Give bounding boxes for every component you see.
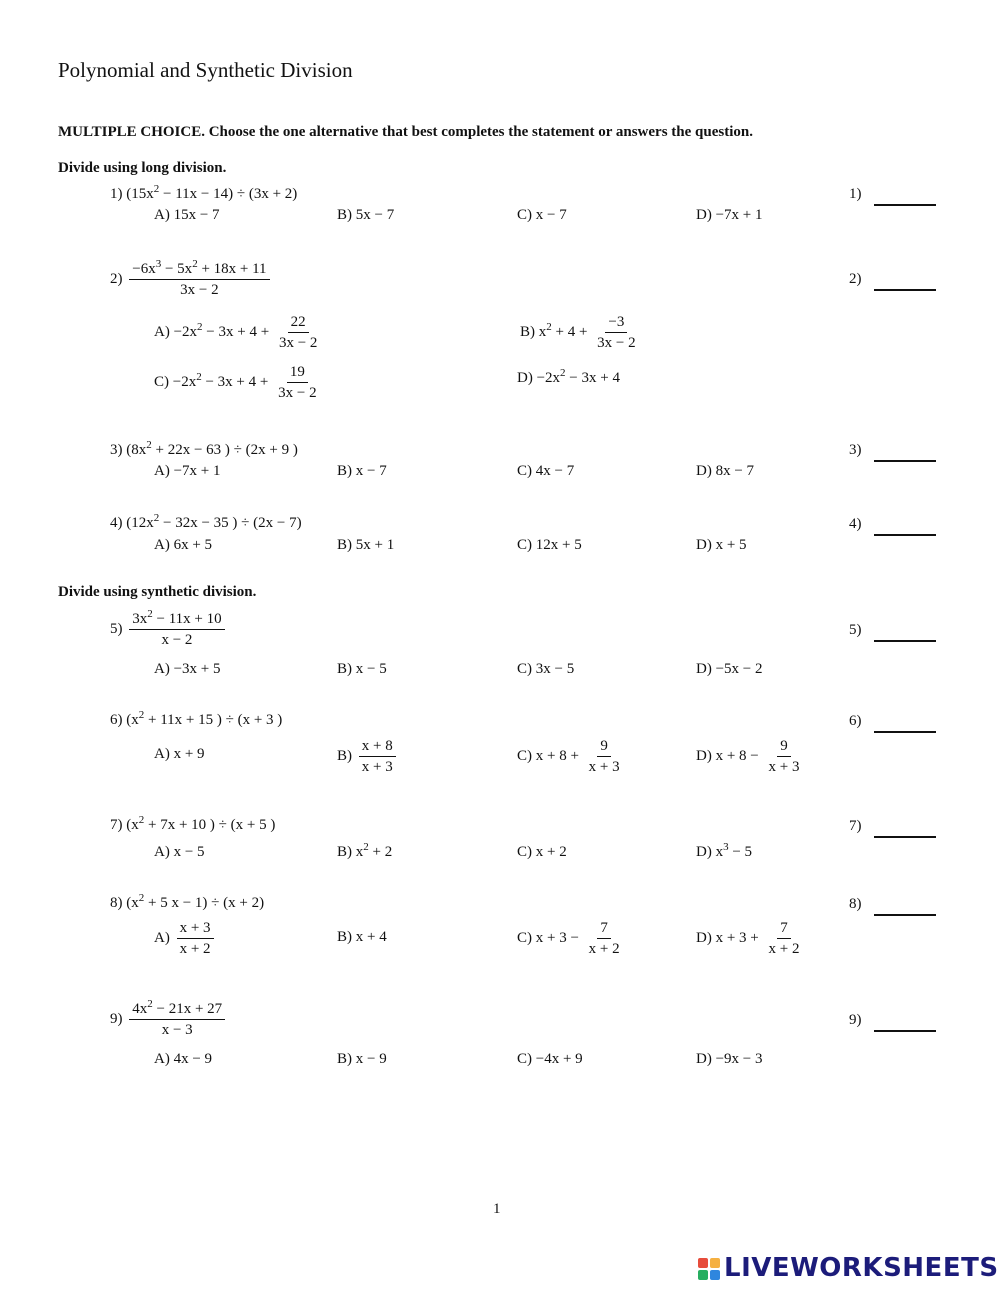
answer-label-2: 2) (849, 271, 862, 287)
q6-option-d[interactable]: D) x + 8 − $\frac{9}{x + 3}$ (696, 738, 800, 775)
answer-label-4: 4) (849, 516, 862, 532)
answer-blank-6[interactable] (874, 731, 936, 733)
answer-label-1: 1) (849, 186, 862, 202)
q6-option-b[interactable]: B) $\frac{x + 8}{x + 3}$ (337, 736, 396, 777)
answer-blank-2[interactable] (874, 289, 936, 291)
q9-option-b[interactable]: B) x − 9 (337, 1051, 387, 1067)
liveworksheets-logo-icon (698, 1258, 720, 1280)
answer-blank-4[interactable] (874, 534, 936, 536)
brand-name[interactable]: LIVEWORKSHEETS (724, 1253, 999, 1283)
q7-option-a[interactable]: A) x − 5 (154, 844, 205, 860)
q5-option-d[interactable]: D) −5x − 2 (696, 661, 763, 677)
question-5: 5) $\frac{3x^2 - 11x + 10}{x - 2}$ (110, 609, 225, 650)
q2-option-c[interactable]: $C) -2x^2 - 3x + 4$ + $\frac{19}{3x - 2}$ (154, 364, 317, 401)
answer-blank-1[interactable] (874, 204, 936, 206)
q1-option-b[interactable]: B) 5x − 7 (337, 207, 395, 223)
answer-blank-5[interactable] (874, 640, 936, 642)
q3-option-a[interactable]: A) −7x + 1 (154, 463, 221, 479)
q4-option-c[interactable]: C) 12x + 5 (517, 537, 582, 553)
q4-option-d[interactable]: D) x + 5 (696, 537, 747, 553)
q5-option-b[interactable]: B) x − 5 (337, 661, 387, 677)
question-6: 6) ($x^2 + 11x + 15$ ) ÷ (x + 3 ) (110, 709, 283, 728)
q1-option-a[interactable]: A) 15x − 7 (154, 207, 220, 223)
question-1: 1) $(15x^2 - 11x - 14) \div (3x + 2)$ (110, 183, 298, 202)
q7-option-d[interactable]: D) $x^3 - 5$ (696, 841, 753, 860)
answer-label-5: 5) (849, 622, 862, 638)
page-number: 1 (493, 1201, 501, 1217)
answer-label-9: 9) (849, 1012, 862, 1028)
logo-tile-orange (710, 1258, 720, 1268)
q2-option-a[interactable]: $A) -2x^2 - 3x + 4$ + $\frac{22}{3x - 2}$ (154, 314, 318, 351)
q8-option-a[interactable]: A) $\frac{x + 3}{x + 2}$ (154, 918, 214, 959)
q9-option-c[interactable]: C) −4x + 9 (517, 1051, 583, 1067)
q4-option-a[interactable]: A) 6x + 5 (154, 537, 213, 553)
answer-label-3: 3) (849, 442, 862, 458)
q8-option-d[interactable]: D) x + 3 + $\frac{7}{x + 2}$ (696, 920, 800, 957)
answer-label-6: 6) (849, 713, 862, 729)
q8-option-b[interactable]: B) x + 4 (337, 929, 387, 945)
question-3: 3) ($8x^2 + 22x - 63$ ) ÷ (2x + 9 ) (110, 439, 298, 458)
q5-option-a[interactable]: A) −3x + 5 (154, 661, 221, 677)
q8-option-c[interactable]: C) x + 3 − $\frac{7}{x + 2}$ (517, 920, 620, 957)
q2-option-d[interactable]: $D) -2x^2 - 3x + 4$ (517, 367, 620, 386)
answer-blank-7[interactable] (874, 836, 936, 838)
q1-option-c[interactable]: C) x − 7 (517, 207, 567, 223)
q2-option-b[interactable]: B) $x^2 + 4$ + $\frac{-3}{3x - 2}$ (520, 314, 636, 351)
answer-label-7: 7) (849, 818, 862, 834)
q3-option-d[interactable]: D) 8x − 7 (696, 463, 755, 479)
q7-option-c[interactable]: C) x + 2 (517, 844, 567, 860)
section-synthetic-division: Divide using synthetic division. (58, 584, 257, 600)
answer-label-8: 8) (849, 896, 862, 912)
question-9: 9) $\frac{4x^2 - 21x + 27}{x - 3}$ (110, 999, 225, 1040)
q9-option-a[interactable]: A) 4x − 9 (154, 1051, 213, 1067)
q6-option-a[interactable]: A) x + 9 (154, 746, 205, 762)
q7-option-b[interactable]: B) $x^2 + 2$ (337, 841, 393, 860)
section-long-division: Divide using long division. (58, 160, 227, 176)
question-8: 8) ($x^2 + 5$ x − 1) ÷ (x + 2) (110, 892, 265, 911)
q9-option-d[interactable]: D) −9x − 3 (696, 1051, 763, 1067)
question-4: 4) ($12x^2 - 32x - 35$ ) ÷ (2x − 7) (110, 512, 302, 531)
logo-tile-green (698, 1270, 708, 1280)
q5-option-c[interactable]: C) 3x − 5 (517, 661, 575, 677)
question-7: 7) ($x^2 + 7x + 10$ ) ÷ (x + 5 ) (110, 814, 276, 833)
q4-option-b[interactable]: B) 5x + 1 (337, 537, 395, 553)
q1-option-d[interactable]: D) −7x + 1 (696, 207, 763, 223)
page-title: Polynomial and Synthetic Division (58, 58, 353, 82)
answer-blank-9[interactable] (874, 1030, 936, 1032)
answer-blank-8[interactable] (874, 914, 936, 916)
logo-tile-blue (710, 1270, 720, 1280)
logo-tile-red (698, 1258, 708, 1268)
question-2: 2) $\frac{-6x^3 - 5x^2 + 18x + 11}{3x - 2}$ (110, 259, 270, 300)
answer-blank-3[interactable] (874, 460, 936, 462)
q3-option-c[interactable]: C) 4x − 7 (517, 463, 575, 479)
q6-option-c[interactable]: C) x + 8 + $\frac{9}{x + 3}$ (517, 738, 620, 775)
q3-option-b[interactable]: B) x − 7 (337, 463, 387, 479)
instructions: MULTIPLE CHOICE. Choose the one alternative that best completes the statement or answers the question. (58, 124, 753, 140)
